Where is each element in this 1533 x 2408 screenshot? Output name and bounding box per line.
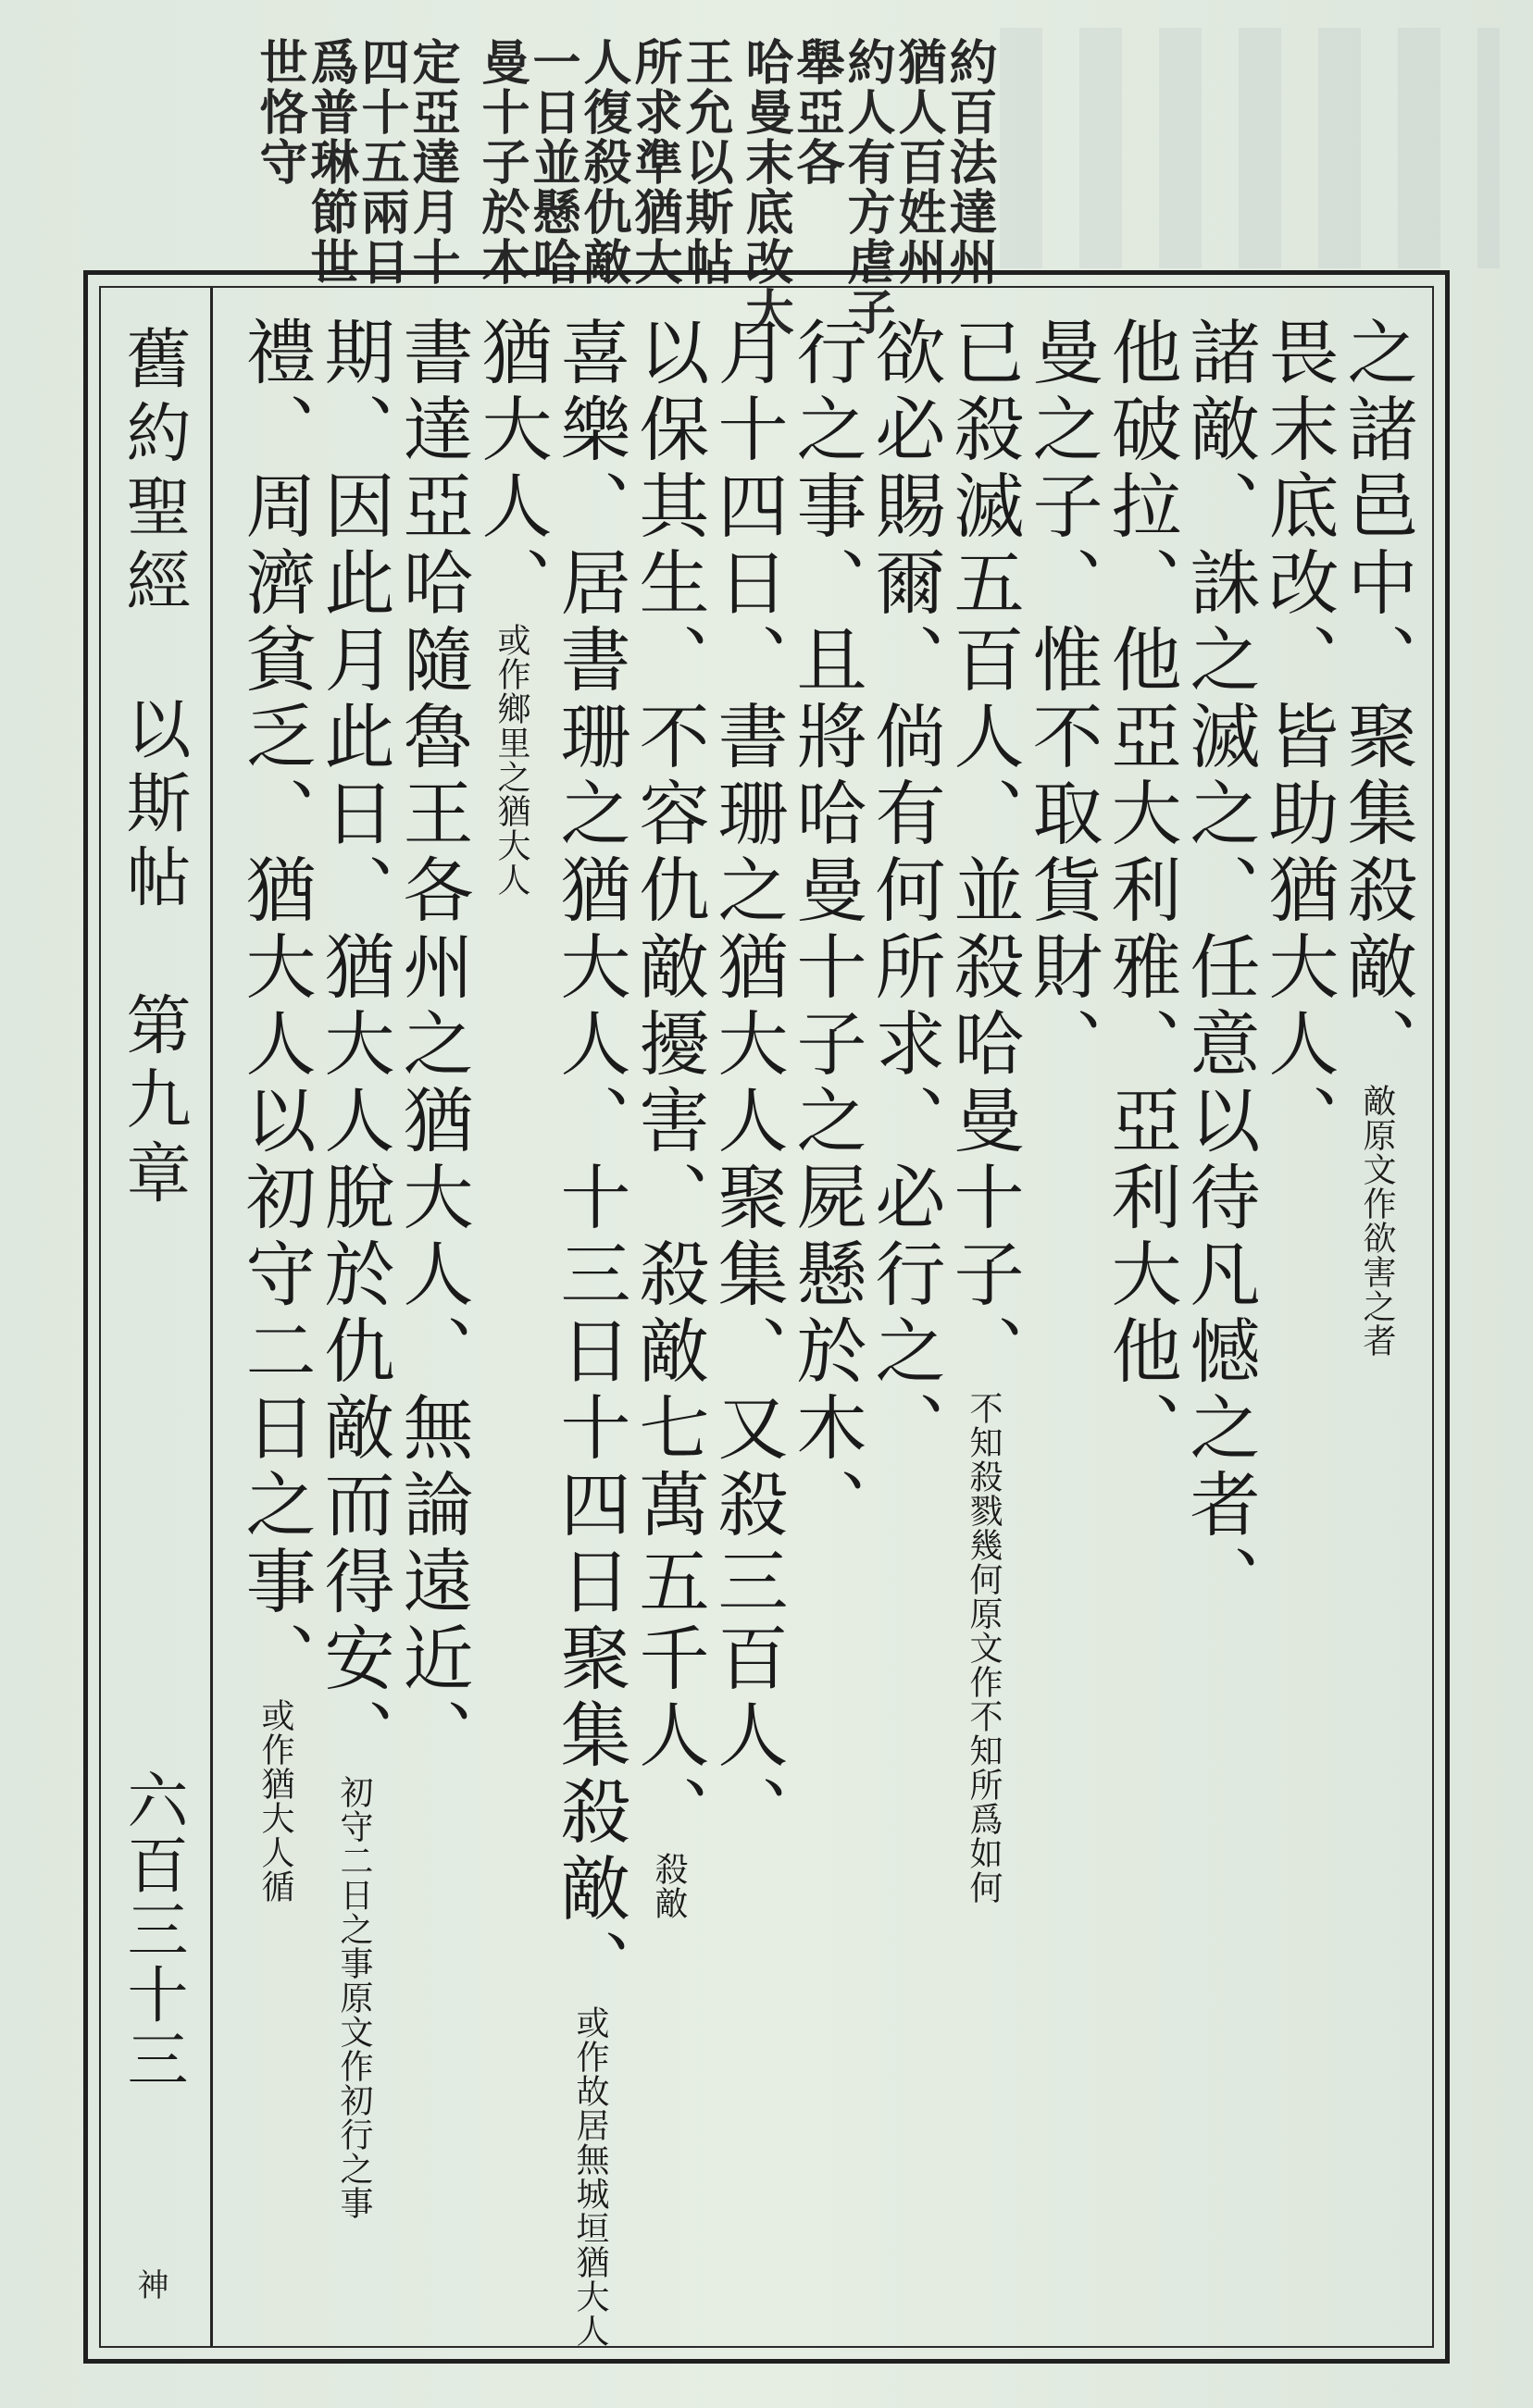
summary-line: 定亞達月十 <box>404 37 460 287</box>
summary-line: 一日並懸哈 <box>524 37 580 287</box>
text-column: 猶大人、或作鄉里之猶大人 <box>470 316 553 897</box>
inline-note: 敵原文作欲害之者 <box>1358 1084 1396 1358</box>
text-column: 行之事、且將哈曼十子之屍懸於木、 <box>785 316 867 1545</box>
text-column: 書達亞哈隨魯王各州之猶大人、無論遠近、 <box>392 316 474 1775</box>
text-column: 他破拉、他亞大利雅、亞利大他、 <box>1100 316 1182 1468</box>
bleed-through-text <box>1000 28 1500 268</box>
text-column: 欲必賜爾、倘有何所求、必行之、 <box>864 316 946 1468</box>
marginal-summary <box>241 37 997 337</box>
summary-line: 人復殺仇敵 <box>575 37 631 287</box>
inner-border <box>99 286 1434 2348</box>
text-column: 之諸邑中、聚集殺敵、敵原文作欲害之者 <box>1336 316 1418 1358</box>
text-column: 曼之子、惟不取貨財、 <box>1021 316 1103 1084</box>
page-number: 六百三十三 <box>117 1769 188 2092</box>
summary-line: 所求準猶大 <box>626 37 682 287</box>
text-column: 以保其生、不容仇敵擾害、殺敵七萬五千人、殺敵 <box>628 316 710 1920</box>
text-column: 諸敵、誅之滅之、任意以待凡憾之者、 <box>1178 316 1261 1621</box>
text-column: 喜樂、居書珊之猶大人、十三日十四日聚集殺敵、或作故居無城垣猶大人 <box>549 316 631 2348</box>
inline-note: 不知殺戮幾何原文作不知所爲如何 <box>965 1391 1003 1905</box>
scripture-text <box>221 316 1419 2352</box>
summary-line: 舉亞各 <box>788 37 844 187</box>
inline-note: 殺敵 <box>650 1852 688 1920</box>
printer-mark: 神 <box>131 2268 168 2309</box>
summary-line: 王允以斯帖 <box>677 37 733 287</box>
summary-line: 曼十子於木 <box>473 37 530 287</box>
inline-note: 或作故居無城垣猶大人 <box>571 2005 609 2348</box>
summary-line: 猶人百姓州 <box>890 37 946 287</box>
text-column: 禮、周濟貧乏、猶大人以初守二日之事、或作猶大人循 <box>234 316 317 1904</box>
text-frame <box>83 270 1450 2364</box>
inline-note: 初守二日之事原文作初行之事 <box>335 1775 373 2220</box>
text-column: 月十四日、書珊之猶大人聚集、又殺三百人、 <box>706 316 789 1852</box>
inline-note: 或作鄉里之猶大人 <box>492 623 530 897</box>
text-column: 期、因此月此日、猶大人脫於仇敵而得安、初守二日之事原文作初行之事 <box>313 316 395 2220</box>
text-column: 已殺滅五百人、並殺哈曼十子、不知殺戮幾何原文作不知所爲如何 <box>942 316 1025 1905</box>
inline-note: 或作猶大人循 <box>256 1698 294 1904</box>
running-header <box>101 288 213 2346</box>
summary-line: 哈曼末底改大 <box>737 37 793 337</box>
book-chapter-title: 舊約聖經 以斯帖 第九章 <box>116 325 192 1213</box>
summary-line: 爲普琳節世 <box>302 37 358 287</box>
summary-line: 四十五兩日 <box>353 37 409 287</box>
summary-line: 約百法達州 <box>941 37 997 287</box>
summary-line: 世恪守 <box>251 37 307 187</box>
text-column: 畏末底改、皆助猶大人、 <box>1257 316 1340 1161</box>
summary-line: 約人有方虐子 <box>839 37 895 337</box>
